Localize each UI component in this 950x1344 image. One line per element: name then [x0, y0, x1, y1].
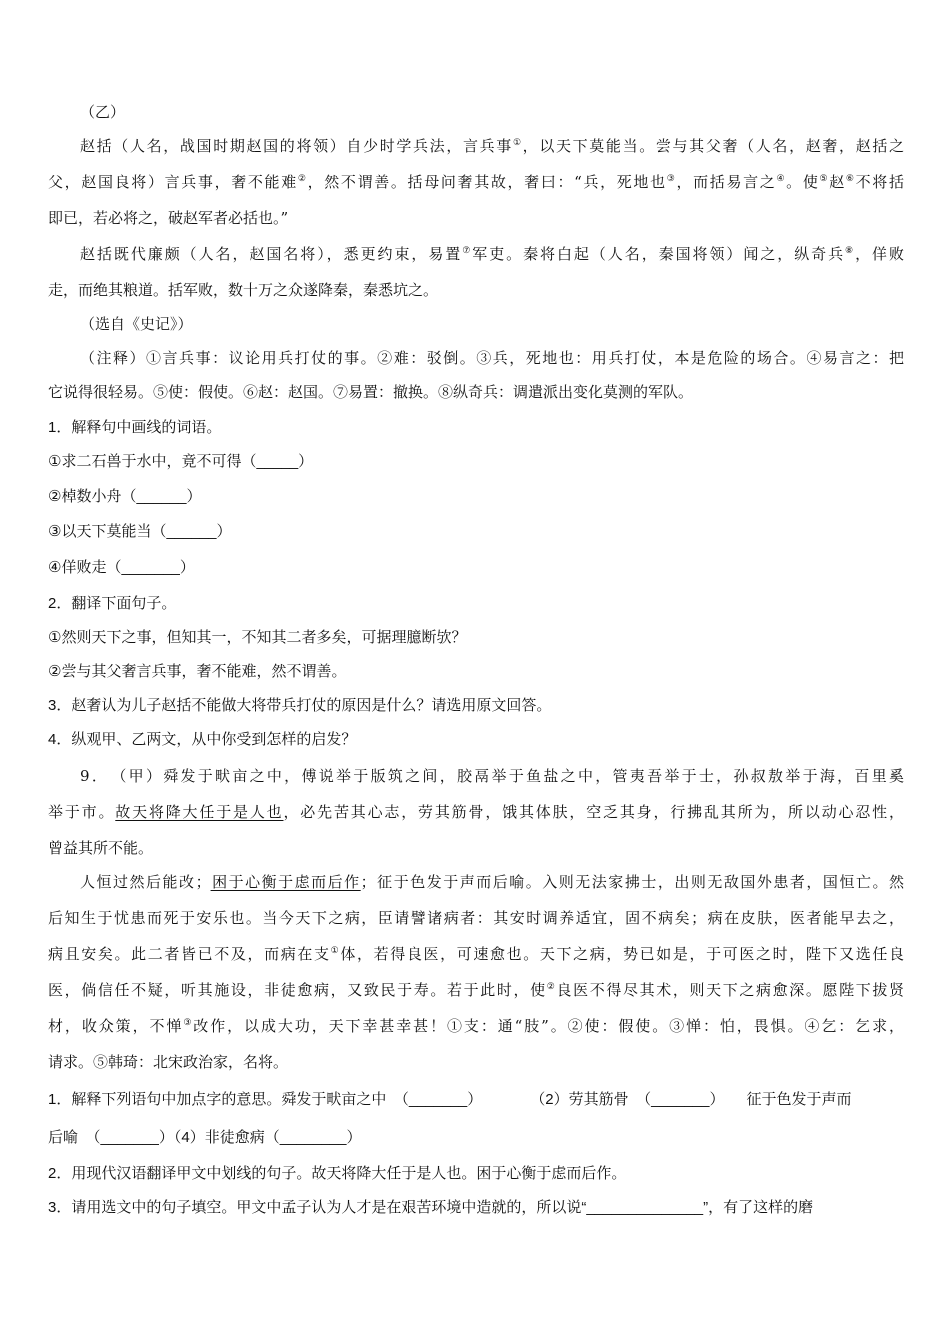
q9-question-3: 3．请用选文中的句子填空。甲文中孟子认为人才是在艰苦环境中造就的，所以说“______________”，有了这样的磨: [48, 1199, 814, 1216]
passage-yi-p1-line3: 即已，若必将之，破赵军者必括也。”: [48, 209, 289, 227]
passage-yi-notes-line2: 它说得很轻易。⑤使：假使。⑥赵：赵国。⑦易置：撤换。⑧纵奇兵：调遣派出变化莫测的军队。: [48, 383, 694, 401]
q9-question-3-blank: ______________: [586, 1199, 704, 1216]
q9-jia-line3: 曾益其所不能。: [48, 839, 154, 857]
passage-yi-source: （选自《史记》）: [80, 315, 193, 333]
q8-question-1-item-2: ②棹数小舟（______）: [48, 488, 202, 505]
q8-question-1-item-4: ④佯败走（_______）: [48, 559, 195, 576]
q9-yi-line6: 请求。⑤韩琦：北宋政治家，名将。: [48, 1053, 289, 1071]
q8-question-2-item-2: ②尝与其父奢言兵事，奢不能难，然不谓善。: [48, 663, 347, 680]
passage-yi-p1-line2: 父，赵国良将）言兵事，奢不能难②，然不谓善。括母问奢其故，奢曰：“兵，死地也③，而括易言之④。使⑤赵⑥不将括: [48, 173, 904, 191]
q9-yi-line5: 材，收众策，不惮③改作，以成大功，天下幸甚幸甚！①支：通“肢”。②使：假使。③惮：怕，畏惧。④乞：乞求，: [48, 1017, 904, 1035]
passage-yi-p2-line1: 赵括既代廉颇（人名，赵国名将），悉更约束，易置⑦军吏。秦将白起（人名，秦国将领）闻之，纵奇兵⑧，佯败: [80, 245, 904, 263]
q8-question-4: 4．纵观甲、乙两文，从中你受到怎样的启发？: [48, 731, 357, 748]
passage-yi-p1-line1: 赵括（人名，战国时期赵国的将领）自少时学兵法，言兵事①，以天下莫能当。尝与其父奢（人名，赵奢，赵括之: [80, 137, 904, 155]
q9-yi-line3: 病且安矣。此二者皆已不及，而病在支①体，若得良医，可速愈也。天下之病，势已如是，于可医之时，陛下又选任良: [48, 945, 904, 963]
q9-jia-underlined-sentence: 故天将降大任于是人也: [115, 803, 284, 821]
passage-yi-p2-line2: 走，而绝其粮道。括军败，数十万之众遂降秦，秦悉坑之。: [48, 281, 439, 299]
q8-question-2: 2．翻译下面句子。: [48, 595, 177, 612]
q9-yi-line1: 人恒过然后能改；困于心衡于虑而后作；征于色发于声而后喻。入则无法家拂士，出则无敌国外患者，国恒亡。然: [80, 873, 904, 891]
q9-yi-line2: 后知生于忧患而死于安乐也。当今天下之病，臣请譬诸病者：其安时调养适宜，固不病矣；病在皮肤，医者能早去之，: [48, 909, 904, 927]
q8-question-1-item-3: ③以天下莫能当（______）: [48, 523, 232, 540]
q9-yi-underlined-sentence: 困于心衡于虑而后作: [210, 873, 361, 891]
q9-jia-line1: 9． （甲）舜发于畎亩之中，傅说举于版筑之间，胶鬲举于鱼盐之中，管夷吾举于士，孙叔敖举于海，百里奚: [80, 767, 904, 785]
q9-yi-line4: 医，倘信任不疑，听其施设，非徒愈病，又致民于寿。若于此时，使②良医不得尽其术，则天下之病愈深。愿陛下拔贤: [48, 981, 904, 999]
q8-question-1-item-1: ①求二石兽于水中，竟不可得（_____）: [48, 453, 314, 470]
q9-question-1-line2: 后喻 （_______）（4）非徒愈病（________）: [48, 1129, 362, 1146]
q8-question-2-item-1: ①然则天下之事，但知其一，不知其二者多矣，可据理臆断欤？: [48, 629, 467, 646]
q9-jia-line2: 举于市。故天将降大任于是人也，必先苦其心志，劳其筋骨，饿其体肤，空乏其身，行拂乱其所为，所以动心忍性，: [48, 803, 904, 821]
passage-yi-notes-line1: （注释）①言兵事：议论用兵打仗的事。②难：驳倒。③兵，死地也：用兵打仗，本是危险的场合。④易言之：把: [80, 349, 904, 367]
q9-question-1-line1: 1．解释下列语句中加点字的意思。舜发于畎亩之中 （_______） （2）劳其筋骨 （_______） 征于色发于声而: [48, 1091, 852, 1108]
q8-question-3: 3．赵奢认为儿子赵括不能做大将带兵打仗的原因是什么？请选用原文回答。: [48, 697, 552, 714]
passage-yi-label: （乙）: [80, 103, 126, 121]
q8-question-1: 1．解释句中画线的词语。: [48, 419, 222, 436]
q9-question-2: 2．用现代汉语翻译甲文中划线的句子。故天将降大任于是人也。困于心衡于虑而后作。: [48, 1165, 627, 1182]
